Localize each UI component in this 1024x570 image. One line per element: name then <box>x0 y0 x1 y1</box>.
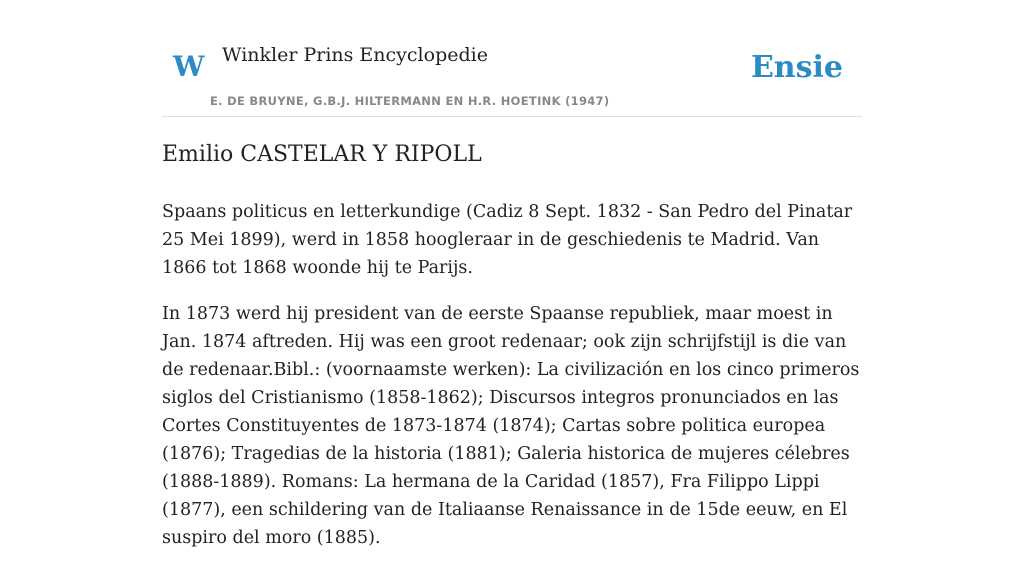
article-paragraph-2: In 1873 werd hij president van de eerste Spaanse republiek, maar moest in Jan. 1874 aftreden. Hij was een groot redenaar; ook zijn schrijfstijl is die van de redenaar.Bibl.: (voornaamste werken): La civilización en los cinco primeros siglos del Cristianismo (1858-1862); Discursos integros pronunciados en las Cortes Constituyentes de 1873-1874 (1874); Cartas sobre politica europea (1876); Tragedias de la historia (1881); Galeria historica de mujeres célebres (1888-1889). Romans: La hermana de la Caridad (1857), Fra Filippo Lippi (1877), een schildering van de Italiaanse Renaissance in de 15de eeuw, en El suspiro del moro (1885). <box>162 304 860 548</box>
ensie-logo[interactable]: Ensie <box>750 50 843 85</box>
winkler-prins-logo[interactable]: W <box>173 50 205 83</box>
site-header <box>162 0 862 117</box>
article-paragraph-1: Spaans politicus en letterkundige (Cadiz 8 Sept. 1832 - San Pedro del Pinatar 25 Mei 1899), werd in 1858 hoogleraar in de geschiedenis te Madrid. Van 1866 tot 1868 woonde hij te Parijs. <box>162 202 853 278</box>
article-heading: Emilio CASTELAR Y RIPOLL <box>162 142 482 167</box>
authors-line: E. DE BRUYNE, G.B.J. HILTERMANN EN H.R. HOETINK (1947) <box>210 94 610 108</box>
article <box>162 138 862 570</box>
encyclopedia-title[interactable]: Winkler Prins Encyclopedie <box>222 44 488 66</box>
